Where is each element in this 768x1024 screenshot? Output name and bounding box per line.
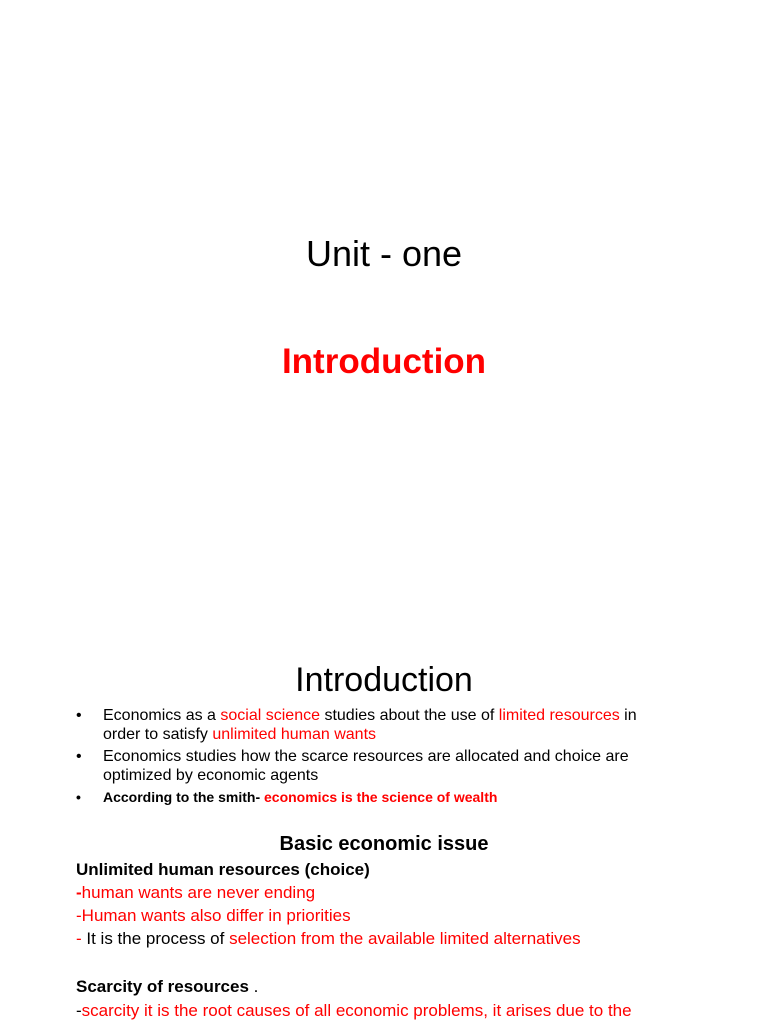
section-title: Basic economic issue xyxy=(279,833,489,855)
bullet-highlight: social science xyxy=(220,707,320,724)
bullet-item xyxy=(76,747,696,785)
bullet-text: order to satisfy xyxy=(103,726,213,743)
slide-title-subtitle: Introduction xyxy=(281,342,487,381)
bullet-list xyxy=(76,706,696,810)
bullet-dot: • xyxy=(76,707,82,724)
bullet-text: Economics as a xyxy=(103,707,221,724)
bullet-text: studies about the use of xyxy=(320,707,499,724)
bullet-text: in xyxy=(619,707,637,724)
choice-line: -human wants are never ending xyxy=(76,883,316,902)
bullet-item xyxy=(76,788,696,807)
bullet-text: optimized by economic agents xyxy=(103,767,319,784)
choice-heading: Unlimited human resources (choice) xyxy=(76,860,370,879)
slide-title-heading: Unit - one xyxy=(305,233,463,274)
bullet-dot: • xyxy=(76,748,82,765)
bullet-highlight: economics is the science of wealth xyxy=(264,789,498,805)
bullet-text: Economics studies how the scarce resources are allocated and choice are xyxy=(103,748,629,765)
bullet-highlight: unlimited human wants xyxy=(212,726,377,743)
bullet-text: According to the smith- xyxy=(103,789,264,805)
bullet-dot: • xyxy=(76,789,81,805)
slide-introduction-heading: Introduction xyxy=(295,661,473,699)
scarcity-block xyxy=(76,975,716,1022)
scarcity-line: -scarcity it is the root causes of all economic problems, it arises due to the xyxy=(76,1001,632,1020)
choice-line: - It is the process of selection from the available limited alternatives xyxy=(76,929,581,948)
choice-block xyxy=(76,858,716,950)
choice-line: -Human wants also differ in priorities xyxy=(76,906,351,925)
bullet-item xyxy=(76,706,696,744)
bullet-highlight: limited resources xyxy=(498,707,620,724)
slide-introduction xyxy=(0,576,768,1024)
scarcity-heading: Scarcity of resources . xyxy=(76,977,259,996)
